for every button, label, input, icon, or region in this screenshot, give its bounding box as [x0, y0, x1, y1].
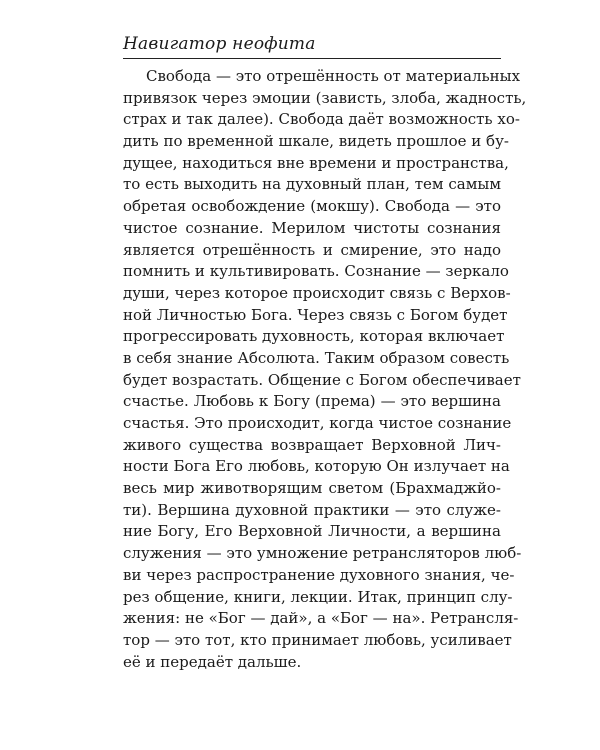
text-line: ви через распространение духовного знания, че- — [123, 565, 515, 584]
text-line: обретая освобождение (мокшу). Свобода — это — [123, 197, 501, 216]
paragraph — [123, 66, 527, 673]
text-line: Свобода — это отрешённость от материальных — [146, 67, 521, 85]
text-line: служения — это умножение ретрансляторов люб- — [123, 544, 522, 563]
text-line: является отрешённость и смирение, это надо — [123, 240, 501, 259]
text-line: ние Богу, Его Верховной Личности, а вершина — [123, 522, 501, 541]
header-rule — [123, 58, 501, 59]
text-line: помнить и культивировать. Сознание — зеркало — [123, 262, 509, 281]
text-line: будет возрастать. Общение с Богом обеспечивает — [123, 370, 521, 389]
text-line: весь мир животворящим светом (Брахмаджйо- — [123, 479, 501, 498]
text-line: то есть выходить на духовный план, тем самым — [123, 175, 501, 194]
text-line: ти). Вершина духовной практики — это служе- — [123, 500, 501, 519]
text-line: ности Бога Его любовь, которую Он излучает на — [123, 457, 510, 476]
text-line: чистое сознание. Мерилом чистоты сознания — [123, 218, 501, 237]
text-line: счастья. Это происходит, когда чистое сознание — [123, 414, 512, 432]
text-line: тор — это тот, кто принимает любовь, усиливает — [123, 630, 512, 649]
text-line: дущее, находиться вне времени и пространства, — [123, 153, 509, 172]
text-line: счастье. Любовь к Богу (према) — это вершина — [123, 392, 501, 411]
text-line: души, через которое происходит связь с Верхов- — [123, 283, 511, 302]
text-line: её и передаёт дальше. — [123, 652, 302, 671]
running-head: Навигатор неофита — [123, 34, 316, 54]
text-line: жения: не «Бог — дай», а «Бог — на». Ретрансля- — [123, 609, 519, 628]
text-line: дить по временной шкале, видеть прошлое и бу- — [123, 132, 509, 151]
text-line: рез общение, книги, лекции. Итак, принцип слу- — [123, 587, 513, 606]
text-line: привязок через эмоции (зависть, злоба, жадность, — [123, 88, 527, 107]
text-line: ной Личностью Бога. Через связь с Богом будет — [123, 305, 508, 324]
text-line: в себя знание Абсолюта. Таким образом совесть — [123, 348, 510, 367]
text-line: страх и так далее). Свобода даёт возможность хо- — [123, 110, 520, 129]
text-line: живого существа возвращает Верховной Лич- — [123, 435, 501, 454]
text-line: прогрессировать духовность, которая включает — [123, 327, 505, 346]
page-header — [123, 34, 501, 59]
